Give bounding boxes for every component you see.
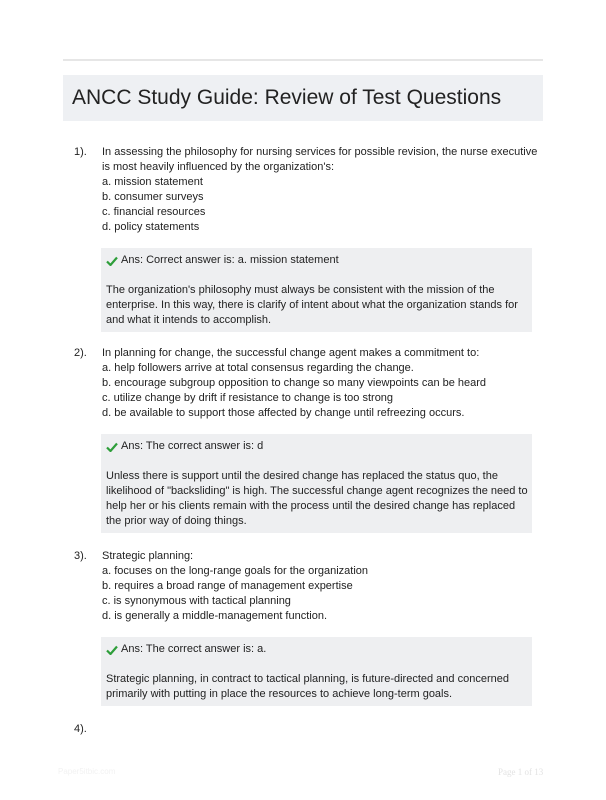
check-icon <box>106 256 118 266</box>
answer-line <box>106 253 528 268</box>
answer-explanation: Unless there is support until the desired change has replaced the status quo, the likelihood of "backsliding" is high. The successful change agent recognizes the need to help her or his clients remain with the process until the desired change has replaced the prior way of doing things. <box>106 470 528 527</box>
option-c: c. is synonymous with tactical planning <box>102 595 291 607</box>
question-stem: In assessing the philosophy for nursing services for possible revision, the nurse executive is most heavily influenced by the organization's: <box>102 146 538 173</box>
answer-box <box>101 248 532 332</box>
answer-line <box>106 642 528 657</box>
answer-box <box>101 637 532 706</box>
check-icon <box>106 442 118 452</box>
option-c: c. utilize change by drift if resistance to change is too strong <box>102 392 394 404</box>
question-number: 1). <box>74 146 87 158</box>
answer-text: Ans: The correct answer is: d <box>121 440 264 452</box>
option-d: d. be available to support those affected by change until refreezing occurs. <box>102 407 465 419</box>
answer-explanation: Strategic planning, in contract to tactical planning, is future-directed and concerned primarily with putting in place the resources to achieve long-term goals. <box>106 673 509 700</box>
option-b: b. encourage subgroup opposition to change so many viewpoints can be heard <box>102 377 487 389</box>
answer-text: Ans: The correct answer is: a. <box>121 643 267 655</box>
answer-text: Ans: Correct answer is: a. mission statement <box>121 254 339 266</box>
option-d: d. policy statements <box>102 221 200 233</box>
check-icon <box>106 645 118 655</box>
question-body <box>102 549 542 706</box>
option-list <box>102 564 542 624</box>
answer-explanation: The organization's philosophy must always be consistent with the mission of the enterprise. In this way, there is clarify of intent about what the organization stands for and what it intends to accomplish. <box>106 284 518 326</box>
option-a: a. mission statement <box>102 176 203 188</box>
title-banner <box>63 75 543 121</box>
page-title: ANCC Study Guide: Review of Test Questions <box>72 86 502 109</box>
option-a: a. focuses on the long-range goals for the organization <box>102 565 369 577</box>
page-number: Page 1 of 13 <box>498 767 544 777</box>
option-list <box>102 175 542 235</box>
footer-watermark: Paper5itbic.com <box>58 767 116 776</box>
question-stem: Strategic planning: <box>102 550 194 562</box>
question-number: 3). <box>74 550 87 562</box>
option-a: a. help followers arrive at total consensus regarding the change. <box>102 362 414 374</box>
question-number: 4). <box>74 723 87 735</box>
question-number: 2). <box>74 347 87 359</box>
question-body <box>102 145 542 332</box>
option-d: d. is generally a middle-management function. <box>102 610 328 622</box>
answer-line <box>106 439 528 454</box>
option-c: c. financial resources <box>102 206 206 218</box>
option-b: b. requires a broad range of management expertise <box>102 580 353 592</box>
answer-box <box>101 434 532 533</box>
option-list <box>102 361 542 421</box>
header-divider <box>63 59 543 61</box>
option-b: b. consumer surveys <box>102 191 204 203</box>
question-body <box>102 346 542 533</box>
question-stem: In planning for change, the successful change agent makes a commitment to: <box>102 347 480 359</box>
